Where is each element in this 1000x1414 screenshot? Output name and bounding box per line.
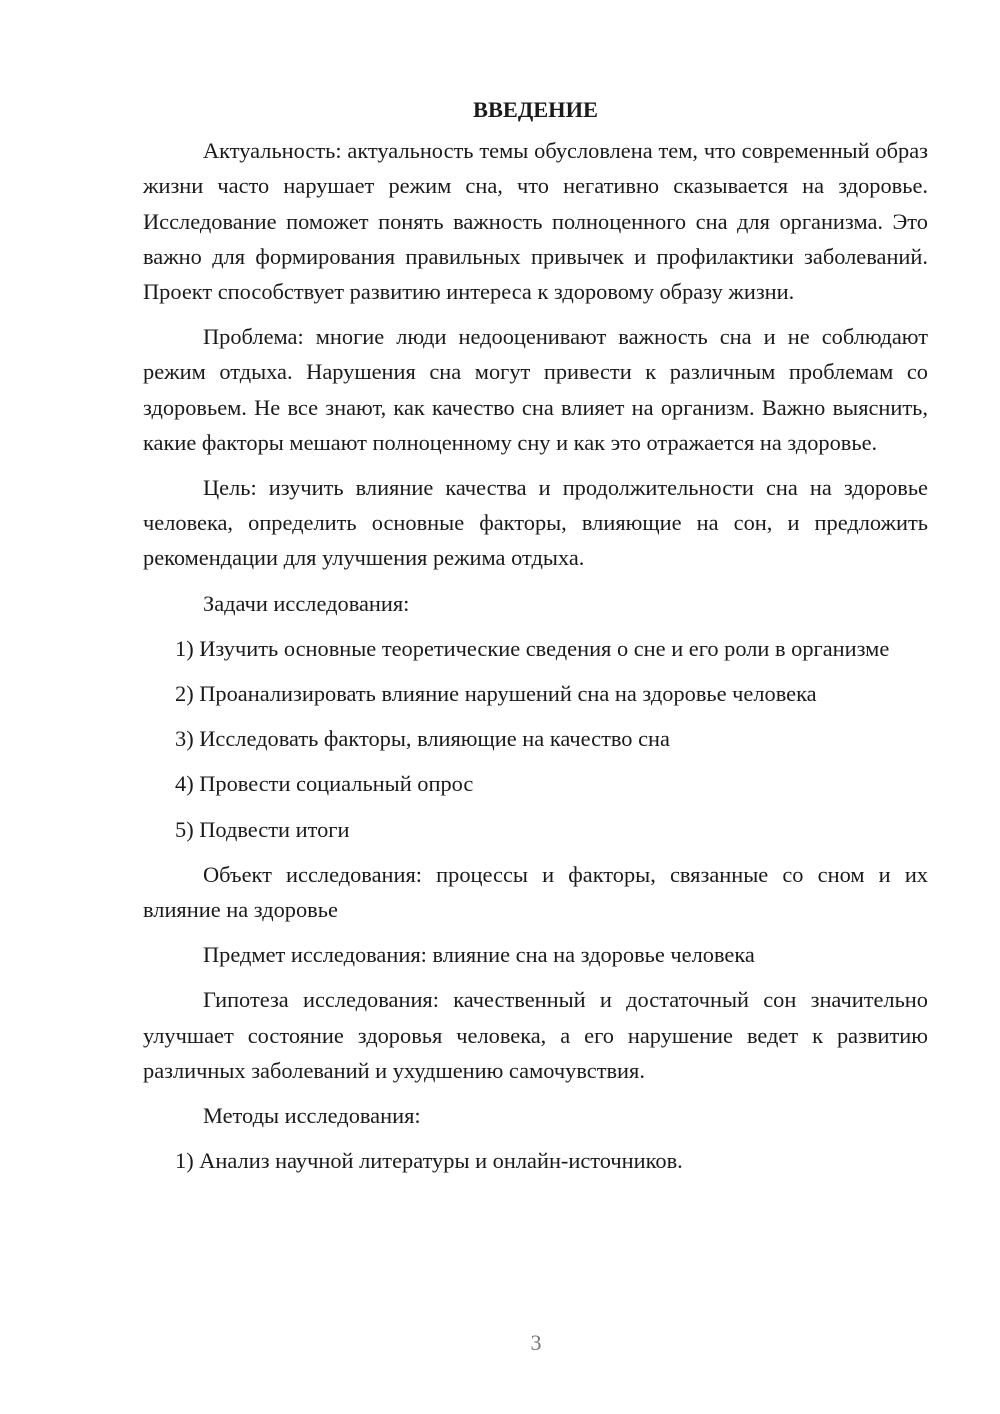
relevance-paragraph: Актуальность: актуальность темы обусловлена тем, что современный образ жизни часто нарушает режим сна, что негативно сказывается на здоровье. Исследование поможет понять важность полноценного сна для организма. Это важно для формирования правильных привычек и профилактики заболеваний. Проект способствует развитию интереса к здоровому образу жизни. [143,138,928,305]
task-item-5: 5) Подвести итоги [175,816,350,842]
method-item-1: 1) Анализ научной литературы и онлайн-источников. [175,1148,683,1174]
hypothesis-paragraph: Гипотеза исследования: качественный и достаточный сон значительно улучшает состояние здоровья человека, а его нарушение ведет к развитию различных заболеваний и ухудшению самочувствия. [143,987,928,1083]
task-item-4: 4) Провести социальный опрос [175,771,474,797]
subject-paragraph: Предмет исследования: влияние сна на здоровье человека [203,942,755,968]
object-paragraph: Объект исследования: процессы и факторы, связанные со сном и их влияние на здоровье [143,861,928,923]
document-page [143,92,928,1188]
task-item-2: 2) Проанализировать влияние нарушений сна на здоровье человека [175,681,817,707]
page-number: 3 [530,1330,542,1355]
tasks-title: Задачи исследования: [203,590,410,616]
task-item-3: 3) Исследовать факторы, влияющие на качество сна [175,726,670,752]
goal-paragraph: Цель: изучить влияние качества и продолжительности сна на здоровье человека, определить основные факторы, влияющие на сон, и предложить рекомендации для улучшения режима отдыха. [143,475,928,571]
problem-paragraph: Проблема: многие люди недооценивают важность сна и не соблюдают режим отдыха. Нарушения сна могут привести к различным проблемам со здоровьем. Не все знают, как качество сна влияет на организм. Важно выяснить, какие факторы мешают полноценному сну и как это отражается на здоровье. [143,324,928,455]
section-heading: ВВЕДЕНИЕ [473,97,598,122]
methods-title: Методы исследования: [203,1103,421,1129]
task-item-1: 1) Изучить основные теоретические сведения о сне и его роли в организме [175,635,890,661]
